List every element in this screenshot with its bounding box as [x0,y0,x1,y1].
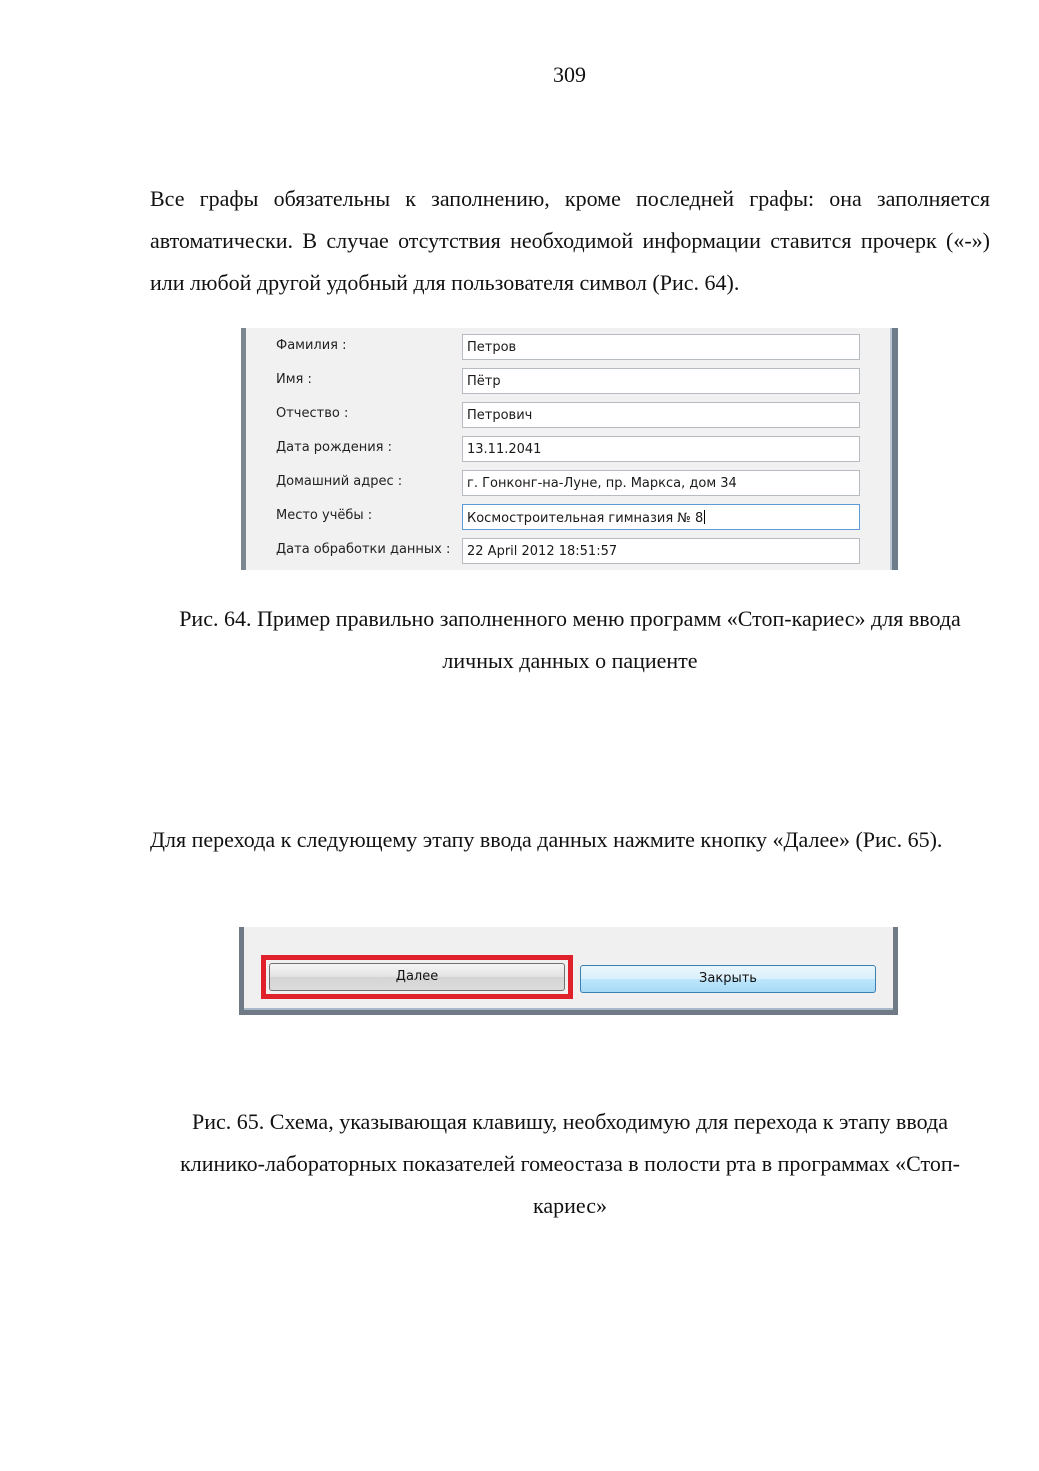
birthdate-field[interactable]: 13.11.2041 [462,436,860,462]
name-field[interactable]: Пётр [462,368,860,394]
address-label: Домашний адрес : [276,474,403,489]
form-row-surname [246,334,892,362]
patronymic-label: Отчество : [276,406,349,421]
paragraph-next-step: Для перехода к следующему этапу ввода данных нажмите кнопку «Далее» (Рис. 65). [150,827,943,852]
form-row-name [246,368,892,396]
buttons-screenshot [239,927,898,1015]
figure-64-caption: Рис. 64. Пример правильно заполненного меню программ «Стоп-кариес» для ввода личных данных о пациенте [179,606,961,673]
birthdate-label: Дата рождения : [276,440,392,455]
form-row-address [246,470,892,498]
form-row-patronymic [246,402,892,430]
patient-form-screenshot [241,328,898,570]
text-caret [704,510,705,524]
school-field[interactable] [462,504,860,530]
next-button[interactable]: Далее [269,963,565,991]
address-field[interactable]: г. Гонконг-на-Луне, пр. Маркса, дом 34 [462,470,860,496]
patronymic-field[interactable]: Петрович [462,402,860,428]
form-row-processing-date [246,538,892,566]
page-number: 309 [553,62,586,87]
surname-field[interactable]: Петров [462,334,860,360]
figure-65-caption: Рис. 65. Схема, указывающая клавишу, необходимую для перехода к этапу ввода клинико-лабораторных показателей гомеостаза в полости рта в программах «Стоп-кариес» [180,1109,960,1218]
paragraph-intro: Все графы обязательны к заполнению, кроме последней графы: она заполняется автоматически. В случае отсутствия необходимой информации ставится прочерк («-») или любой другой удобный для пользователя символ (Рис. 64). [150,186,990,295]
processing-date-label: Дата обработки данных : [276,542,451,557]
close-button[interactable]: Закрыть [580,965,876,993]
name-label: Имя : [276,372,312,387]
form-row-school [246,504,892,532]
school-label: Место учёбы : [276,508,373,523]
processing-date-field: 22 April 2012 18:51:57 [462,538,860,564]
form-row-birthdate [246,436,892,464]
surname-label: Фамилия : [276,338,347,353]
school-field-value: Космостроительная гимназия № 8 [467,511,704,526]
